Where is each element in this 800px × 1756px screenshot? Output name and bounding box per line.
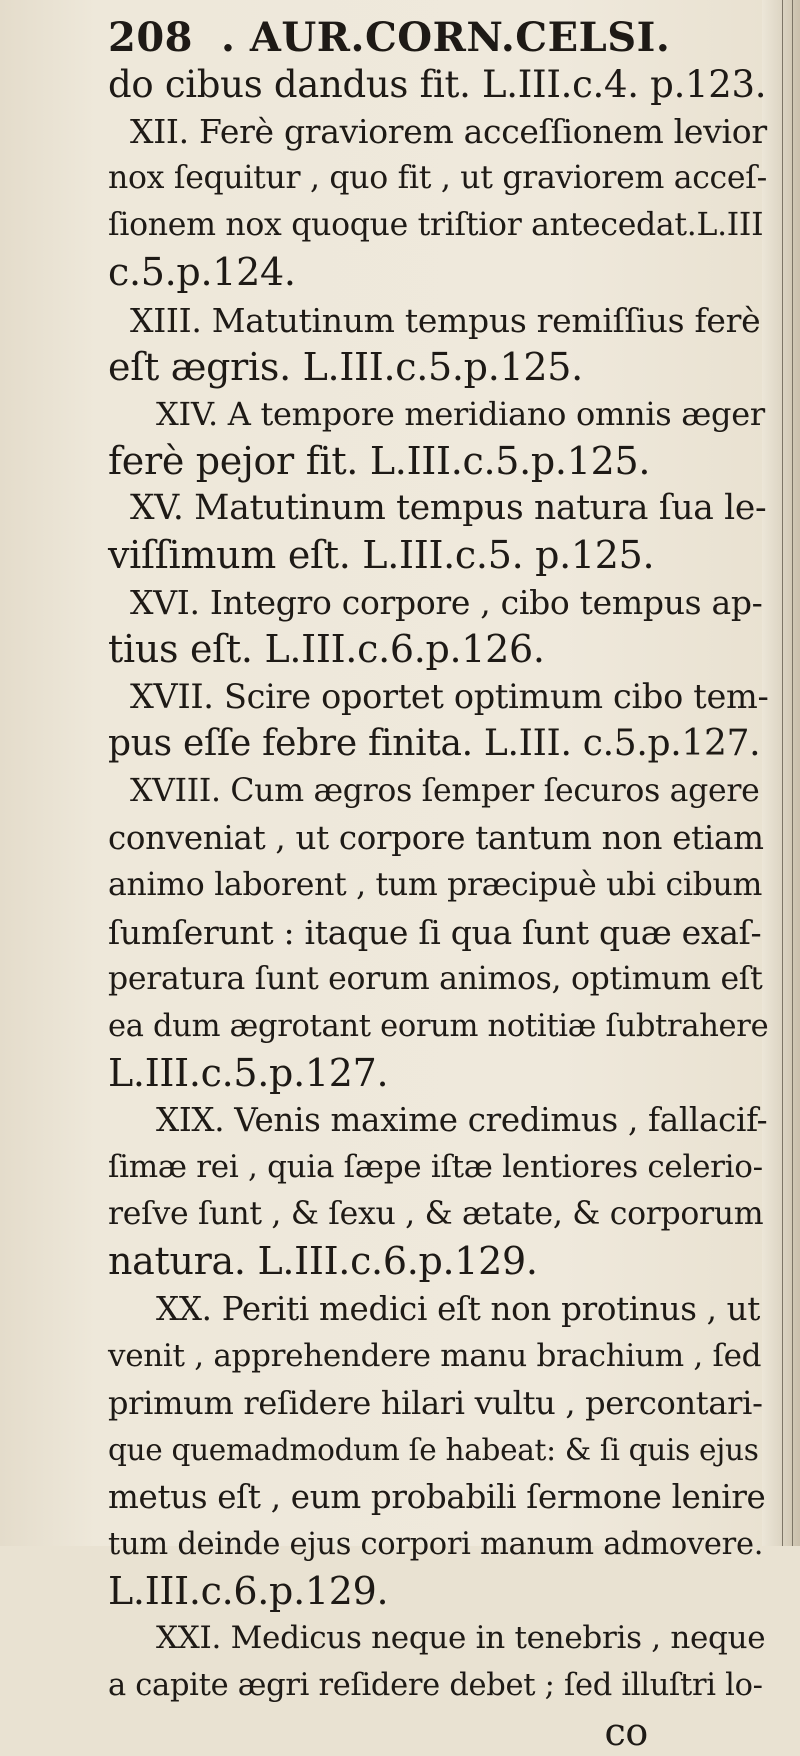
page-text bbox=[108, 14, 768, 1756]
text-line: tum deinde ejus corpori manum admovere. bbox=[108, 1527, 764, 1562]
text-line: primum reſidere hilari vultu , percontari- bbox=[108, 1383, 763, 1422]
text-line: XVI. Integro corpore , cibo tempus ap- bbox=[130, 583, 763, 623]
running-title: . AUR.CORN.CELSI. bbox=[221, 14, 671, 61]
text-line: ſimæ rei , quia ſæpe iſtæ lentiores celerio- bbox=[108, 1149, 763, 1186]
text-line: viſſimum eſt. L.III.c.5. p.125. bbox=[108, 533, 655, 578]
text-line: a capite ægri reſidere debet ; ſed illuſtri lo- bbox=[108, 1668, 763, 1704]
text-line: XIV. A tempore meridiano omnis æger bbox=[156, 394, 765, 433]
text-line: natura. L.III.c.6.p.129. bbox=[108, 1239, 538, 1284]
running-header bbox=[108, 14, 768, 61]
text-line: ſumſerunt : itaque ſi qua ſunt quæ exaſ- bbox=[108, 912, 762, 952]
text-line: XX. Periti medici eſt non protinus , ut bbox=[156, 1289, 761, 1328]
page-number: 208 bbox=[108, 14, 193, 61]
text-line: XXI. Medicus neque in tenebris , neque bbox=[156, 1620, 766, 1657]
text-line: nox ſequitur , quo fit , ut graviorem acceſ- bbox=[108, 160, 767, 197]
text-line: L.III.c.6.p.129. bbox=[108, 1569, 389, 1614]
text-line: XV. Matutinum tempus natura ſua le- bbox=[130, 487, 767, 528]
text-line: tius eſt. L.III.c.6.p.126. bbox=[108, 627, 545, 672]
text-line: XVII. Scire oportet optimum cibo tem- bbox=[130, 677, 769, 717]
catchword: co bbox=[604, 1710, 648, 1755]
text-line: conveniat , ut corpore tantum non etiam bbox=[108, 818, 764, 857]
text-line: XIII. Matutinum tempus remiſſius ferè bbox=[130, 300, 761, 340]
text-line: XII. Ferè graviorem acceſſionem levior bbox=[130, 112, 767, 152]
text-line: venit , apprehendere manu brachium , ſed bbox=[108, 1337, 762, 1374]
text-line: eſt ægris. L.III.c.5.p.125. bbox=[108, 344, 583, 389]
text-line: que quemadmodum ſe habeat: & ſi quis ejus bbox=[108, 1432, 759, 1467]
text-line: reſve ſunt , & ſexu , & ætate, & corporum bbox=[108, 1196, 764, 1233]
text-line: ſionem nox quoque triſtior antecedat.L.III bbox=[108, 207, 764, 244]
page-edge-line bbox=[792, 0, 793, 1546]
page-edge-line bbox=[782, 0, 783, 1546]
text-line: ferè pejor fit. L.III.c.5.p.125. bbox=[108, 438, 651, 483]
text-line: metus eſt , eum probabili ſermone lenire bbox=[108, 1477, 766, 1516]
text-line: do cibus dandus fit. L.III.c.4. p.123. bbox=[108, 63, 767, 107]
text-line: pus eſſe febre finita. L.III. c.5.p.127. bbox=[108, 723, 761, 765]
text-line: XVIII. Cum ægros ſemper ſecuros agere bbox=[130, 772, 760, 809]
text-line: ea dum ægrotant eorum notitiæ ſubtrahere bbox=[108, 1008, 769, 1044]
text-line: c.5.p.124. bbox=[108, 250, 296, 295]
text-line: L.III.c.5.p.127. bbox=[108, 1051, 389, 1096]
text-line: animo laborent , tum præcipuè ubi cibum bbox=[108, 866, 763, 903]
text-line: XIX. Venis maxime credimus , fallacif- bbox=[156, 1101, 768, 1140]
text-line: peratura ſunt eorum animos, optimum eſt bbox=[108, 960, 763, 997]
